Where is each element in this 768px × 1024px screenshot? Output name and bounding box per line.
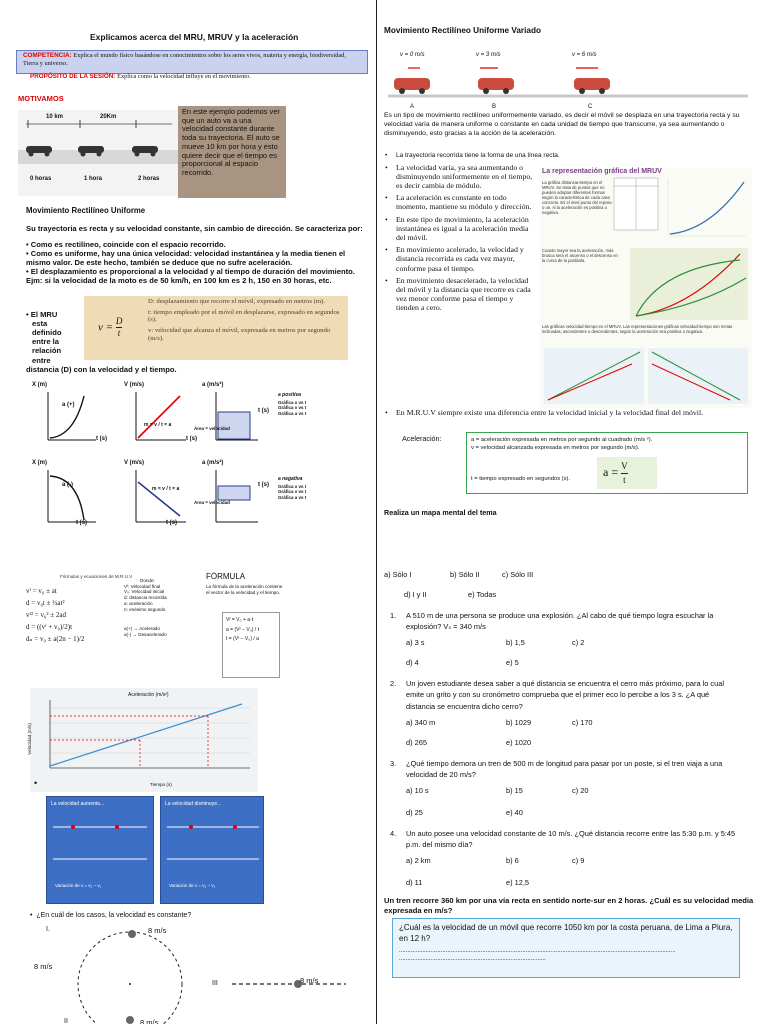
g-x-label-1: X (m) — [32, 382, 47, 388]
q1-options — [406, 638, 706, 678]
spd-4: 8 m/s — [140, 1018, 159, 1024]
q2-opt-d[interactable]: d) 265 — [406, 738, 427, 747]
opt-top-a[interactable]: a) Sólo I — [384, 570, 412, 579]
formula-desc: La fórmula de la aceleración contiene el vector de la velocidad y el tiempo. — [206, 584, 283, 595]
g-t-2: t (s) — [186, 436, 197, 442]
page-title: Explicamos acerca del MRU, MRUV y la aceleración — [90, 32, 299, 42]
top-left-page — [16, 28, 372, 528]
opt-top-b[interactable]: b) Sólo II — [450, 570, 480, 579]
g-a-label-1: a (m/s²) — [202, 382, 224, 388]
mapa-mental: Realiza un mapa mental del tema — [384, 508, 497, 517]
plot-ylabel: Velocidad (m/s) — [26, 723, 32, 755]
g-t-6: t (s) — [258, 482, 269, 488]
mruv-intro: Es un tipo de movimiento rectilíneo uniformemente variado, es decir el móvil se desplaza en una trayectoria recta y su velocidad varía de manera uniforme o constante en cada unidad de tiempo que transcurre, ya sea aumentando o disminuyendo, esto gracias a la acción de la aceleración. — [384, 112, 740, 137]
accel-plot — [26, 688, 258, 792]
proposito-text: Explica como la velocidad influye en el movimiento. — [117, 73, 251, 80]
g-t-3: t (s) — [258, 408, 269, 414]
competencia-text: Explica el mundo físico basándose en conocimientos sobre los seres vivos, materia y energía, biodiversidad, Tierra y universo. — [23, 52, 346, 67]
aum-var: Variación de v = v₂ − v₁ — [55, 883, 102, 888]
q4-options — [406, 856, 706, 896]
q3-text: ¿Qué tiempo demora un tren de 500 m de longitud para pasar por un poste, si el tren viaja a una velocidad de 20 m/s? — [406, 759, 723, 780]
donde-box: Donde: Vᶠ: Velocidad final V₀: Velocidad inicial d: distancia recorrida a: aceleración n: enésimo segundo a(+) → Acelerado a(-) → Desacelerado — [124, 578, 167, 638]
mruv-graph-figure — [540, 168, 752, 408]
road-time-2: 2 horas — [138, 176, 160, 182]
graf-text-2: Cuanto mayor sea la aceleración, más brusca será el ascenso o el descenso en la curva de la parábola. — [542, 248, 618, 264]
car-icon-b — [478, 78, 514, 94]
mru-title: Movimiento Rectilíneo Uniforme — [26, 206, 146, 215]
roman-1: I. — [46, 926, 50, 933]
plot-xlabel: Tiempo (s) — [150, 782, 172, 787]
acel-box — [466, 432, 748, 494]
mruv-bullet-7: • En M.R.U.V siempre existe una diferencia entre la velocidad inicial y la velocidad final del móvil. — [384, 408, 756, 418]
mruv-bullet-1: • La trayectoria recorrida tiene la forma de una línea recta. — [384, 152, 704, 160]
f2: d = v₀t ± ½at² — [26, 598, 65, 607]
q3-options — [406, 786, 706, 826]
g-aneg: a (-) — [62, 482, 73, 488]
formulas-list — [26, 586, 126, 645]
q1-opt-d[interactable]: d) 4 — [406, 658, 419, 667]
q4-opt-c[interactable]: c) 9 — [572, 856, 585, 865]
graf-text-3: Las gráficas velocidad-tiempo en el MRUV. Las representaciones gráficas velocidad-tiempo son rectas inclinadas, ascendentes o descendentes, según la aceleración sea positiva o negativa. — [542, 324, 733, 335]
g-t-1: t (s) — [96, 436, 107, 442]
formula-descs: D: desplazamiento que recorre el móvil, expresado en metros (m). t: tiempo empleado por el móvil en desplazarse, expresado en segundos (s). v: velocidad que alcanza el móvil, expresada en metros por segundo (m/s). — [148, 298, 340, 342]
q3-opt-c[interactable]: c) 20 — [572, 786, 589, 795]
motivamos-heading: MOTIVAMOS — [18, 94, 64, 103]
mruv-bullet-5: • En movimiento acelerado, la velocidad y distancia recorrida es cada vez mayor, conforme pasa el tiempo. — [384, 245, 534, 273]
roman-2: II — [64, 1018, 68, 1024]
mru-bullet-3: • El desplazamiento es proporcional a la velocidad y al tiempo de duración del movimiento. Ejm: si la velocidad de la moto es de 50 km/h, en 100 km es 2 h, 150 en 30 horas, etc. — [26, 267, 355, 286]
motivamos-text-box: En este ejemplo podemos ver que un auto va a una velocidad constante durante toda su trayectoria. El auto se mueve 10 km por hora y esto quiere decir que el tiempo es proporcional al espacio recorrido. — [178, 106, 286, 198]
spd-2: 8 m/s — [34, 962, 53, 971]
question-2: 2. Un joven estudiante desea saber a qué distancia se encuentra el cerro más próximo, para lo cual emite un grito y con su cronómetro comprueba que el primer eco lo percibe a los 3 s. ¿A qué distancia se encuentra dicho cerro? — [390, 678, 736, 712]
acel-formula: a = $\frac{V}{t}$ — [597, 457, 657, 489]
g-a-label-2: a (m/s²) — [202, 460, 224, 466]
mru-formula-box — [84, 296, 348, 360]
formulas-card — [26, 572, 286, 684]
vel-aumenta-box — [46, 796, 154, 904]
road-dist-2: 20Km — [100, 114, 117, 120]
movil-question: ¿Cuál es la velocidad de un móvil que recorre 1050 km por la costa peruana, de Lima a Piura, en 12 h? — [399, 923, 733, 943]
q1-opt-a[interactable]: a) 3 s — [406, 638, 425, 647]
road-dist-1: 10 km — [46, 114, 64, 120]
competencia-line — [23, 52, 361, 68]
g-area-1: Área = velocidad — [194, 426, 230, 431]
v1-label: v = 3 m/s — [476, 52, 501, 58]
q4-opt-d[interactable]: d) 11 — [406, 878, 423, 887]
q2-text: Un joven estudiante desea saber a qué distancia se encuentra el cerro más próximo, para lo cual emite un grito y con su cronómetro comprueba que el primer eco lo percibe a los 3 s. ¿A qué distancia se encuentra dicho cerro? — [406, 679, 724, 711]
competencia-box — [16, 50, 368, 74]
mruv-bullet-4: • En este tipo de movimiento, la aceleración instantánea es igual a la aceleración media del móvil. — [384, 215, 534, 243]
g-v-label-1: V (m/s) — [124, 382, 145, 388]
v2-label: v = 6 m/s — [572, 52, 597, 58]
q2-opt-e[interactable]: e) 1020 — [506, 738, 532, 747]
q3-opt-d[interactable]: d) 25 — [406, 808, 423, 817]
question-3: 3. ¿Qué tiempo demora un tren de 500 m de longitud para pasar por un poste, si el tren viaja a una velocidad de 20 m/s? — [390, 758, 736, 781]
g-negativa: a negativa — [278, 476, 303, 482]
road-illustration — [18, 110, 180, 196]
point-b: B — [492, 104, 497, 110]
q3-opt-b[interactable]: b) 15 — [506, 786, 523, 795]
mruv-bullets — [384, 152, 560, 315]
q2-opt-b[interactable]: b) 1029 — [506, 718, 532, 727]
f4: d = ((vᶠ + v₀)/2)t — [26, 622, 73, 631]
cars-svg — [388, 48, 748, 114]
mruv-bullet-6: • En movimiento desacelerado, la velocidad del móvil y la distancia que recorre es cada vez menor conforme pasa el tiempo y tienden a cero. — [384, 276, 534, 313]
mru-bullets — [26, 240, 371, 286]
acel-label: Aceleración: — [402, 434, 442, 443]
opt-top-d[interactable]: d) I y II — [404, 590, 427, 599]
point-a: A — [410, 104, 415, 110]
v0-label: v = 0 m/s — [400, 52, 425, 58]
q4-opt-b[interactable]: b) 6 — [506, 856, 519, 865]
q1-opt-e[interactable]: e) 5 — [506, 658, 519, 667]
aum-label: La velocidad aumenta... — [51, 801, 105, 807]
mruv-bullet-2: • La velocidad varía, ya sea aumentando o disminuyendo uniformemente en el tiempo, es decir cambia de módulo. — [384, 163, 534, 191]
cars-illustration — [388, 48, 748, 114]
plot-svg — [30, 688, 258, 792]
g-t-5: t (s) — [166, 520, 177, 526]
q1-opt-c[interactable]: c) 2 — [572, 638, 585, 647]
question-1: 1. A 510 m de una persona se produce una explosión. ¿Al cabo de qué tiempo logra escuchar la explosión? Vₛ = 340 m/s — [390, 610, 730, 633]
acel-a-desc: a = aceleración expresada en metros por segundo al cuadrado (m/s ²). — [471, 437, 653, 443]
mru-graphs — [26, 382, 326, 528]
movil-box[interactable] — [392, 918, 740, 978]
mruv-title: Movimiento Rectilíneo Uniforme Variado — [384, 26, 541, 35]
q1-opt-b[interactable]: b) 1,5 — [506, 638, 525, 647]
formula-box: Vᶠ = V₀ + a·t a = (Vᶠ − V₀) / t t = (Vᶠ − V₀) / a — [222, 612, 280, 678]
g-slope-1: m = v / t = a — [144, 422, 172, 428]
g-t-4: t (s) — [76, 520, 87, 526]
top-right-page — [382, 22, 764, 522]
q4-text: Un auto posee una velocidad constante de 10 m/s. ¿Qué distancia recorre entre las 5:30 p.m. y 5:45 p.m. del mismo día? — [406, 829, 736, 850]
spd-3: 8 m/s — [300, 976, 319, 985]
bottom-left-page — [26, 572, 372, 1024]
tren-question: Un tren recorre 360 km por una vía recta en sentido norte-sur en 2 horas. ¿Cuál es su velocidad media expresada en m/s? — [384, 896, 754, 915]
answer-dots-2[interactable]: ........................................................................................ — [399, 955, 546, 962]
q3-opt-e[interactable]: e) 40 — [506, 808, 523, 817]
proposito-line — [30, 73, 251, 81]
formula-title: FÓRMULA — [206, 572, 246, 581]
column-divider — [376, 0, 377, 1024]
g-v-label-2: V (m/s) — [124, 460, 145, 466]
q4-opt-e[interactable]: e) 12,5 — [506, 878, 530, 887]
opt-top-c[interactable]: c) Sólo III — [502, 570, 534, 579]
f5: dₙ = v₀ ± a(2n − 1)/2 — [26, 634, 85, 643]
g-legend-1: Gráfica x vs t Gráfica v vs t Gráfica a vs t — [278, 400, 307, 416]
graf-title: La representación gráfica del MRUV — [542, 168, 662, 175]
plot-title: Aceleración (m/s²) — [128, 692, 169, 698]
g-positiva: a positiva — [278, 392, 302, 398]
g-area-2: Área = velocidad — [194, 500, 230, 505]
q1-text: A 510 m de una persona se produce una explosión. ¿Al cabo de qué tiempo logra escuchar la explosión? Vₛ = 340 m/s — [406, 611, 714, 632]
mru-intro: Su trayectoria es recta y su velocidad constante, sin cambio de dirección. Se caracteriza por: — [26, 224, 363, 233]
q2-options — [406, 718, 706, 758]
circles-svg — [26, 924, 372, 1024]
roman-3: III — [212, 980, 218, 987]
vel-disminuye-box — [160, 796, 264, 904]
car-icon-a — [394, 78, 430, 94]
g-apos: a (+) — [62, 402, 75, 408]
bullet-dot-1: • — [34, 778, 38, 788]
road-time-1: 1 hora — [84, 176, 103, 182]
question-4: 4. Un auto posee una velocidad constante de 10 m/s. ¿Qué distancia recorre entre las 5:30 p.m. y 5:45 p.m. del mismo día? — [390, 829, 736, 850]
opt-top-e[interactable]: e) Todas — [468, 590, 497, 599]
formula-lhs: v = $\frac{D}{t}$ — [98, 316, 123, 339]
road-time-0: 0 horas — [30, 176, 52, 182]
g-slope-2: m = v / t = a — [152, 486, 180, 492]
g-legend-2: Gráfica x vs t Gráfica v vs t Gráfica a vs t — [278, 484, 307, 500]
point-c: C — [588, 104, 593, 110]
q4-opt-a[interactable]: a) 2 km — [406, 856, 431, 865]
dis-var: Variación de v = v₂ − v₁ — [169, 883, 216, 888]
mru-bullet-4: • El MRU esta definido entre la relación entre distancia (D) con la velocidad y el tiempo. — [26, 310, 177, 374]
q2-opt-a[interactable]: a) 340 m — [406, 718, 436, 727]
q3-opt-a[interactable]: a) 10 s — [406, 786, 429, 795]
q2-opt-c[interactable]: c) 170 — [572, 718, 593, 727]
f1: vᶠ = v₀ ± at — [26, 587, 57, 595]
bottom-right-page — [384, 568, 764, 1024]
mruv-bullet-7-list — [384, 408, 756, 421]
acel-t-desc: t = tiempo expresado en segundos (s). — [471, 476, 571, 482]
mru-bullet-2: • Como es uniforme, hay una única velocidad: velocidad instantánea y la media tienen el mismo valor. De este hecho, también se deduce que no sufre aceleración. — [26, 249, 346, 268]
competencia-label: COMPETENCIA: — [23, 52, 72, 59]
car-icon-c — [574, 78, 610, 94]
f3: vᶠ² = v₀² ± 2ad — [26, 610, 66, 619]
acel-v-desc: v = velocidad alcanzada expresada en metros por segundo (m/s). — [471, 445, 640, 452]
spd-1: 8 m/s — [148, 926, 167, 935]
answer-dots-1[interactable]: ...................................................................................................................................................................... — [399, 947, 676, 954]
mru-bullet-1: • Como es rectilíneo, coincide con el espacio recorrido. — [26, 240, 226, 249]
formulas-header: Fórmulas y ecuaciones de M.R.U.V — [60, 574, 133, 579]
g-x-label-2: X (m) — [32, 460, 47, 466]
graf-text-1: La gráfica distancia-tiempo en el MRUV. Se trata de puntos que no pueden adoptar diferentes formas según la característica de cada caso concreto. Es el nivel punto del reposo o un, si la aceleración es positiva o negativa. — [542, 180, 612, 216]
dis-label: La velocidad disminuye... — [165, 801, 222, 807]
proposito-label: PROPÓSITO DE LA SESIÓN: — [30, 73, 116, 80]
mruv-bullet-3: • La aceleración es constante en todo momento, mantiene su módulo y dirección. — [384, 193, 534, 211]
q-constante: • ¿En cuál de los casos, la velocidad es constante? — [30, 912, 192, 919]
